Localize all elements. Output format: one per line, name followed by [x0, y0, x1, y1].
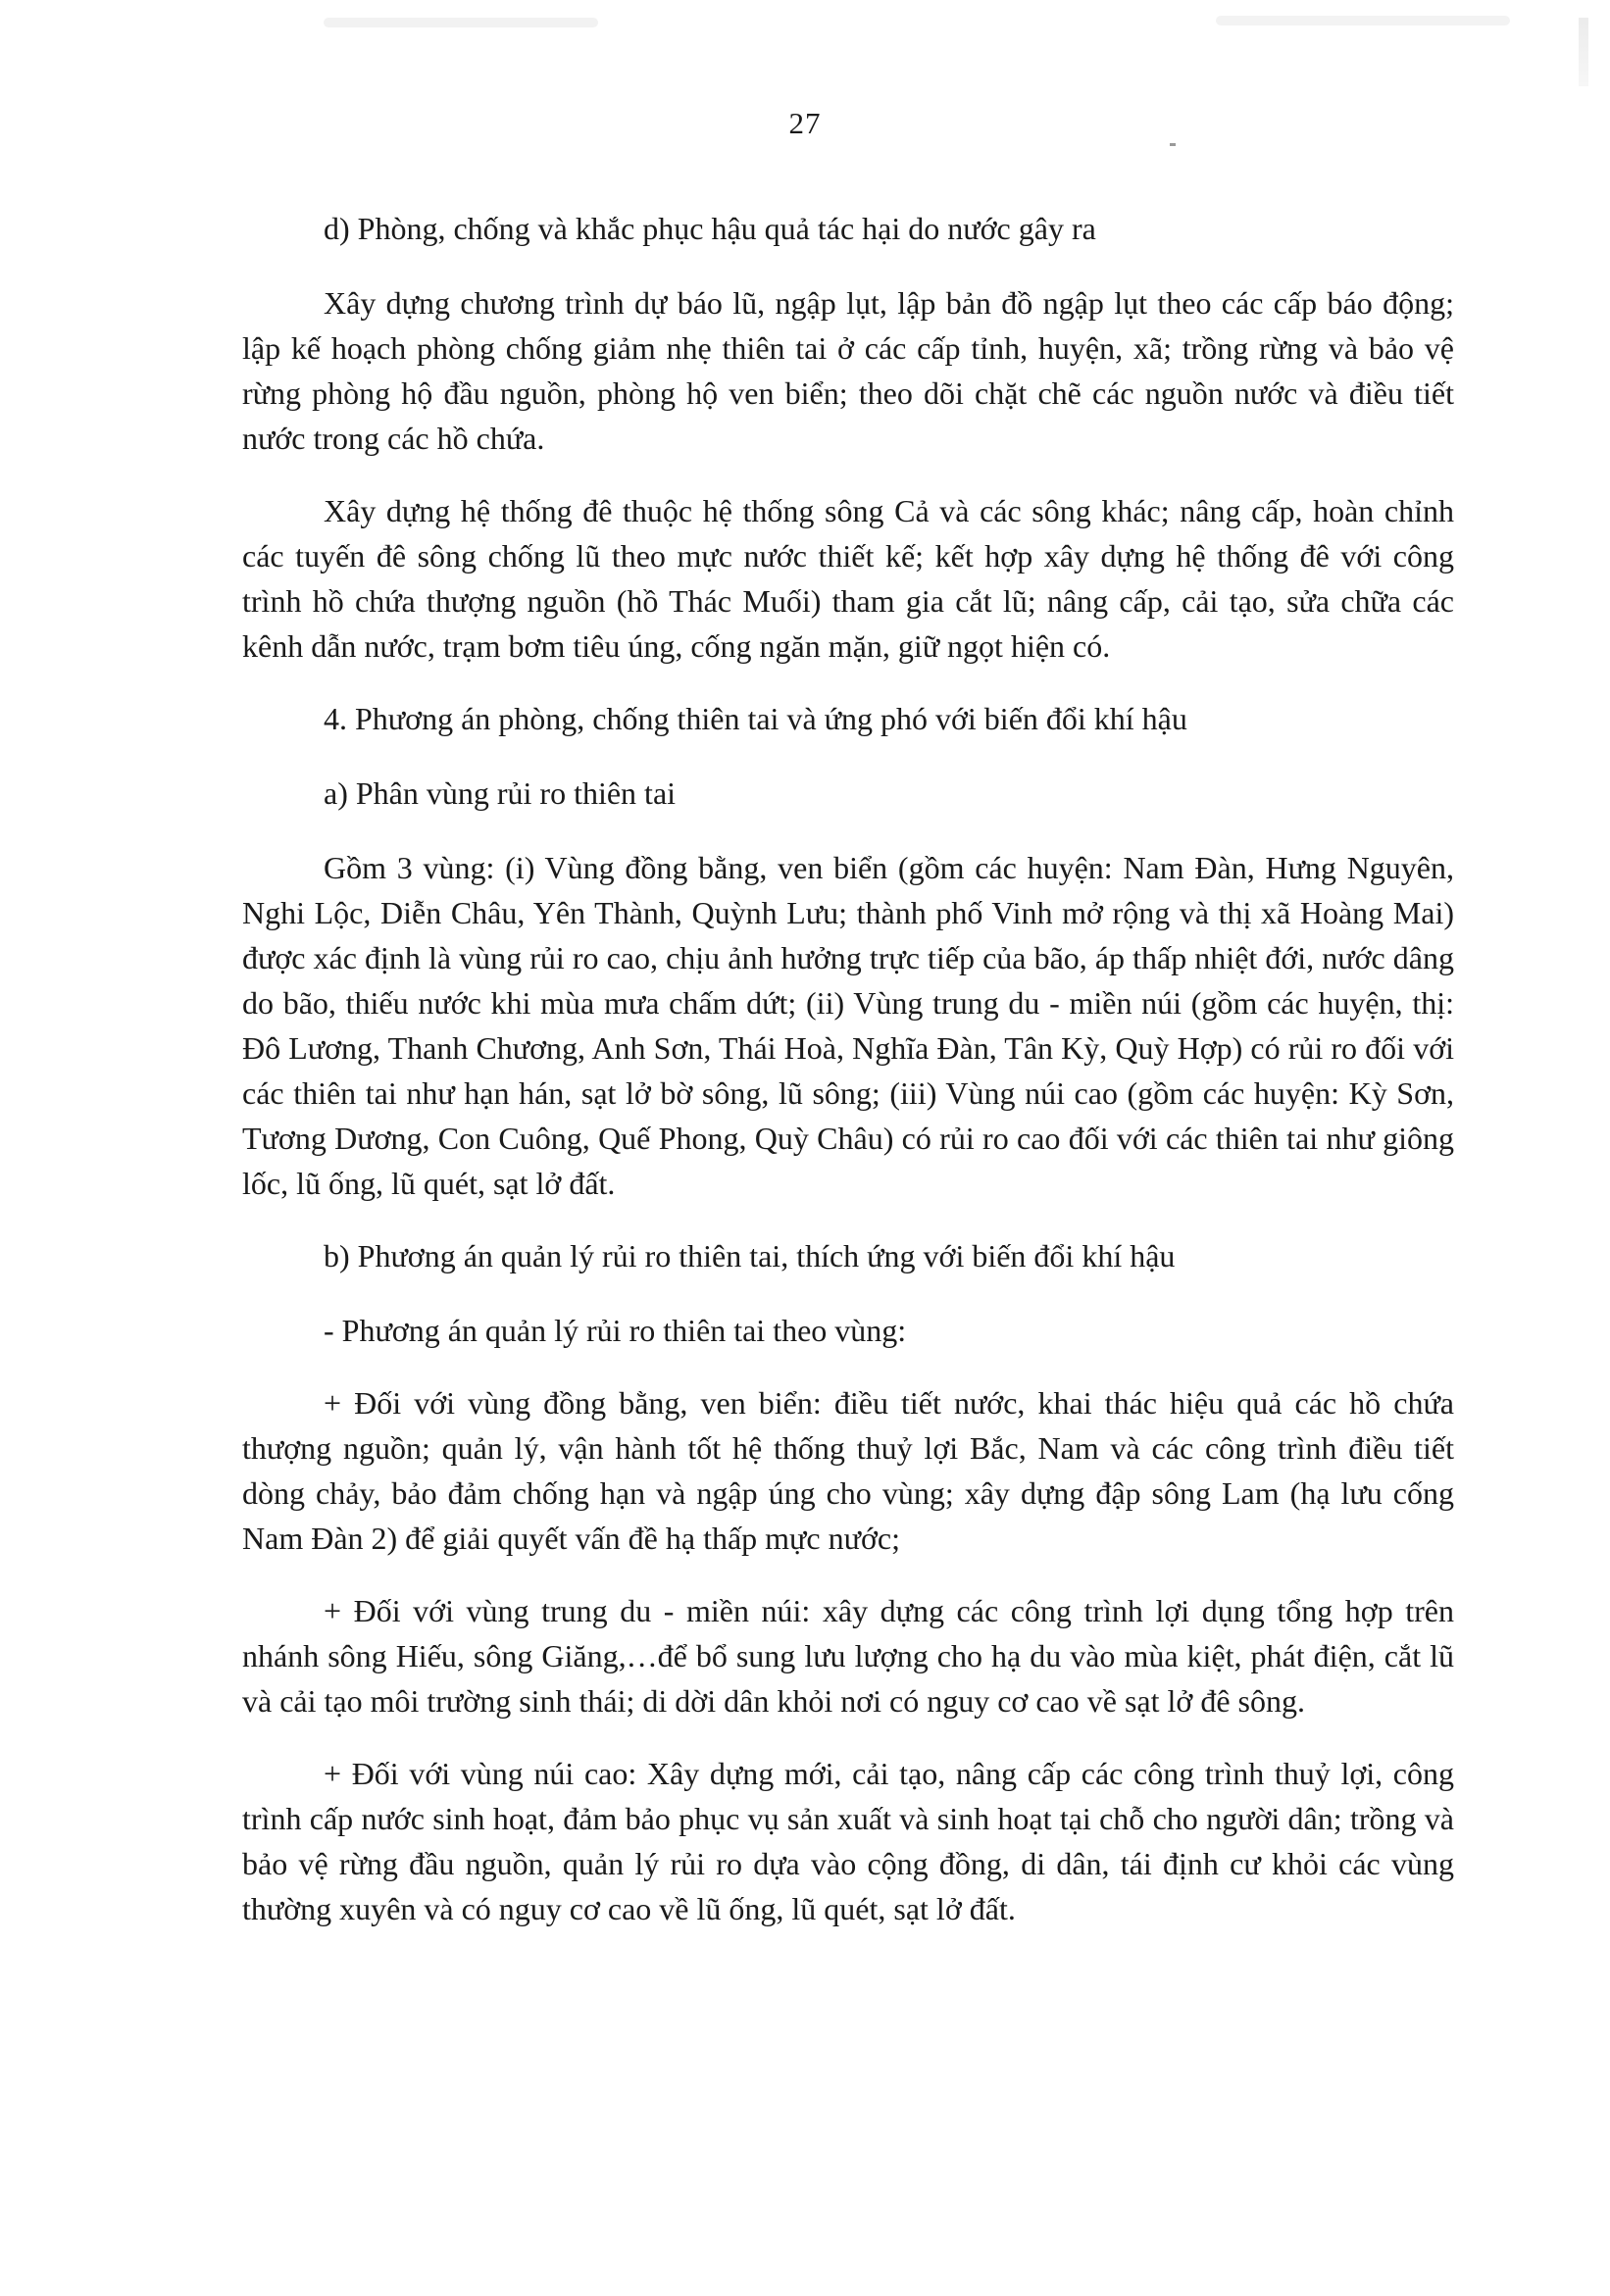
section-heading-b: b) Phương án quản lý rủi ro thiên tai, thích ứng với biến đổi khí hậu — [324, 1238, 1176, 1273]
scan-artifact — [324, 18, 598, 27]
page-number: 27 — [788, 106, 822, 140]
section-heading-a: a) Phân vùng rủi ro thiên tai — [324, 775, 677, 811]
paragraph: Xây dựng chương trình dự báo lũ, ngập lụt, lập bản đồ ngập lụt theo các cấp báo động; lập kế hoạch phòng chống giảm nhẹ thiên tai ở các cấp tỉnh, huyện, xã; trồng rừng và bảo vệ rừng phòng hộ đầu nguồn, phòng hộ ven biển; theo dõi chặt chẽ các nguồn nước và điều tiết nước trong các hồ chứa. — [242, 285, 1454, 456]
scan-artifact — [1216, 16, 1510, 25]
list-item: + Đối với vùng trung du - miền núi: xây dựng các công trình lợi dụng tổng hợp trên nhánh sông Hiếu, sông Giăng,…để bổ sung lưu lượng cho hạ du vào mùa kiệt, phát điện, cắt lũ và cải tạo môi trường sinh thái; di dời dân khỏi nơi có nguy cơ cao về sạt lở đê sông. — [242, 1593, 1454, 1719]
list-intro: - Phương án quản lý rủi ro thiên tai theo vùng: — [324, 1313, 907, 1348]
list-item: + Đối với vùng đồng bằng, ven biển: điều tiết nước, khai thác hiệu quả các hồ chứa thượng nguồn; quản lý, vận hành tốt hệ thống thuỷ lợi Bắc, Nam và các công trình điều tiết dòng chảy, bảo đảm chống hạn và ngập úng cho vùng; xây dựng đập sông Lam (hạ lưu cống Nam Đàn 2) để giải quyết vấn đề hạ thấp mực nước; — [242, 1385, 1454, 1556]
section-heading-4: 4. Phương án phòng, chống thiên tai và ứng phó với biến đổi khí hậu — [324, 701, 1187, 736]
document-body — [242, 206, 1454, 1959]
section-heading-d: d) Phòng, chống và khắc phục hậu quả tác hại do nước gây ra — [324, 211, 1096, 246]
scan-mark — [1170, 143, 1176, 146]
list-item: + Đối với vùng núi cao: Xây dựng mới, cải tạo, nâng cấp các công trình thuỷ lợi, công trình cấp nước sinh hoạt, đảm bảo phục vụ sản xuất và sinh hoạt tại chỗ cho người dân; trồng và bảo vệ rừng đầu nguồn, quản lý rủi ro dựa vào cộng đồng, di dân, tái định cư khỏi các vùng thường xuyên và có nguy cơ cao về lũ ống, lũ quét, sạt lở đất. — [242, 1756, 1454, 1926]
scan-artifact — [1579, 18, 1588, 86]
paragraph: Gồm 3 vùng: (i) Vùng đồng bằng, ven biển (gồm các huyện: Nam Đàn, Hưng Nguyên, Nghi Lộc, Diễn Châu, Yên Thành, Quỳnh Lưu; thành phố Vinh mở rộng và thị xã Hoàng Mai) được xác định là vùng rủi ro cao, chịu ảnh hưởng trực tiếp của bão, áp thấp nhiệt đới, nước dâng do bão, thiếu nước khi mùa mưa chấm dứt; (ii) Vùng trung du - miền núi (gồm các huyện, thị: Đô Lương, Thanh Chương, Anh Sơn, Thái Hoà, Nghĩa Đàn, Tân Kỳ, Quỳ Hợp) có rủi ro đối với các thiên tai như hạn hán, sạt lở bờ sông, lũ sông; (iii) Vùng núi cao (gồm các huyện: Kỳ Sơn, Tương Dương, Con Cuông, Quế Phong, Quỳ Châu) có rủi ro cao đối với các thiên tai như giông lốc, lũ ống, lũ quét, sạt lở đất. — [242, 850, 1454, 1201]
paragraph: Xây dựng hệ thống đê thuộc hệ thống sông Cả và các sông khác; nâng cấp, hoàn chỉnh các tuyến đê sông chống lũ theo mực nước thiết kế; kết hợp xây dựng hệ thống đê với công trình hồ chứa thượng nguồn (hồ Thác Muối) tham gia cắt lũ; nâng cấp, cải tạo, sửa chữa các kênh dẫn nước, trạm bơm tiêu úng, cống ngăn mặn, giữ ngọt hiện có. — [242, 493, 1454, 664]
